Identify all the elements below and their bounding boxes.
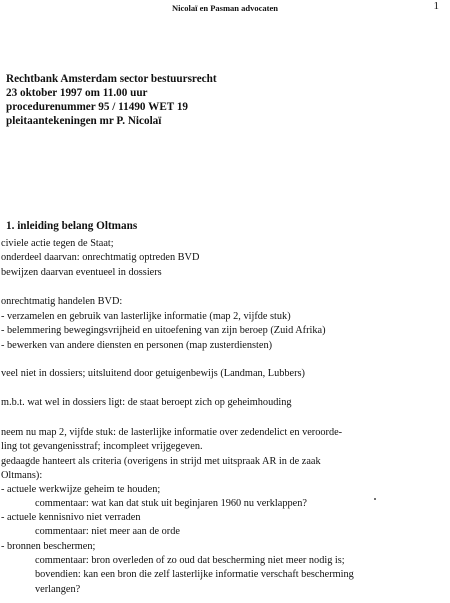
body-line: - actuele werkwijze geheim te houden; [1,484,161,495]
body-line-indented: commentaar: bron overleden of zo oud dat bescherming niet meer nodig is; [35,555,345,566]
body-line: - actuele kennisnivo niet verraden [1,512,141,523]
heading-line-author: pleitaantekeningen mr P. Nicolaï [6,115,162,127]
body-line: bewijzen daarvan eventueel in dossiers [1,267,162,278]
scan-speck [374,498,376,500]
body-line: m.b.t. wat wel in dossiers ligt: de staat beroept zich op geheimhouding [1,397,292,408]
body-line: onrechtmatig handelen BVD: [1,296,123,307]
body-line: veel niet in dossiers; uitsluitend door getuigenbewijs (Landman, Lubbers) [1,368,305,379]
body-line: Oltmans): [1,470,43,481]
body-line: onderdeel daarvan: onrechtmatig optreden BVD [1,252,200,263]
body-line: - belemmering bewegingsvrijheid en uitoefening van zijn beroep (Zuid Afrika) [1,325,326,336]
heading-line-date: 23 oktober 1997 om 11.00 uur [6,87,148,99]
section-title: 1. inleiding belang Oltmans [6,220,138,232]
body-line-indented: verlangen? [35,584,81,595]
body-line-indented: commentaar: wat kan dat stuk uit beginjaren 1960 nu verklappen? [35,498,307,509]
page-number: 1 [433,0,439,12]
body-line-indented: commentaar: niet meer aan de orde [35,526,180,537]
heading-line-case-number: procedurenummer 95 / 11490 WET 19 [6,101,189,113]
body-line: - bewerken van andere diensten en personen (map zusterdiensten) [1,340,273,351]
document-heading [6,72,217,128]
body-line: - bronnen beschermen; [1,541,96,552]
firm-header: Nicolaï en Pasman advocaten [171,3,278,13]
body-line: - verzamelen en gebruik van lasterlijke informatie (map 2, vijfde stuk) [1,311,291,322]
body-line-indented: bovendien: kan een bron die zelf lasterlijke informatie verschaft bescherming [35,569,354,580]
body-line: gedaagde hanteert als criteria (overigens in strijd met uitspraak AR in de zaak [1,456,321,467]
body-line: ling tot gevangenisstraf; incompleet vrijgegeven. [1,441,203,452]
heading-line-court: Rechtbank Amsterdam sector bestuursrecht [6,73,217,85]
body-line: civiele actie tegen de Staat; [1,238,114,249]
body-line: neem nu map 2, vijfde stuk: de lasterlijke informatie over zedendelict en veroorde- [1,427,343,438]
